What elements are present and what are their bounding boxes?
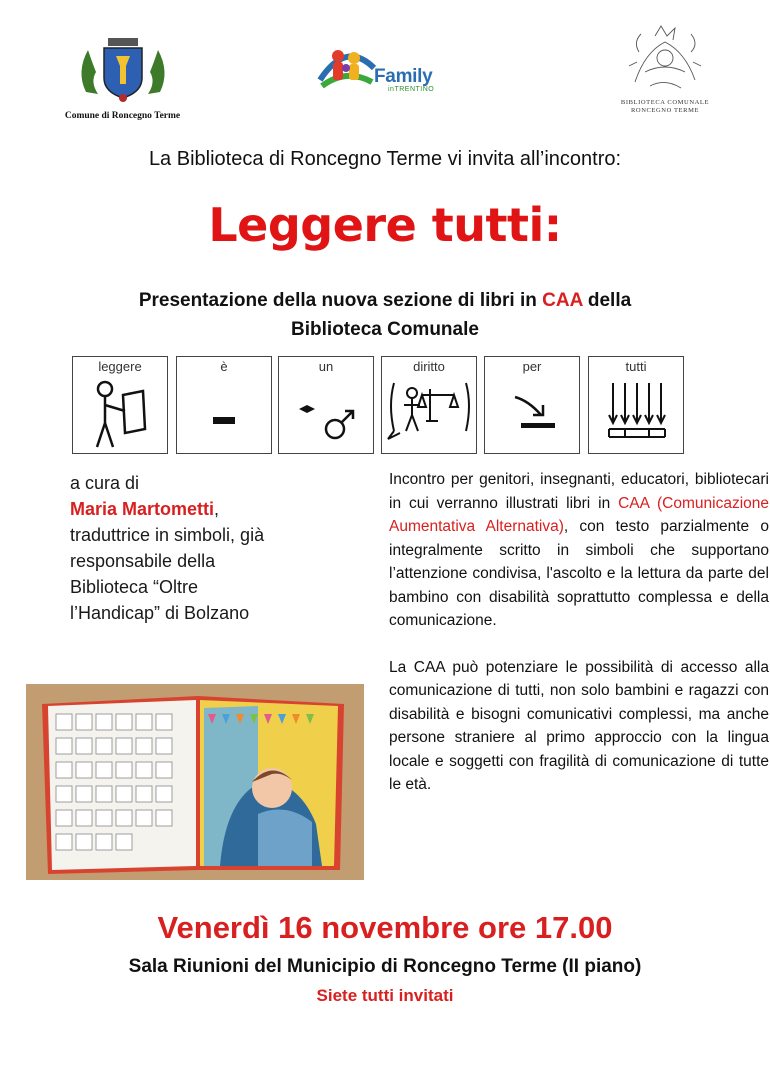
subtitle-caa-highlight: CAA (542, 290, 583, 311)
symbol-card-un (278, 356, 374, 454)
subtitle-text-after: della (582, 290, 632, 311)
biblioteca-caption-line1: BIBLIOTECA COMUNALE (620, 99, 710, 106)
symbol-label: leggere (98, 359, 142, 374)
symbol-card-e (176, 356, 272, 454)
invite-line: La Biblioteca di Roncegno Terme vi invita all’incontro: (148, 148, 622, 170)
rights-scale-icon (382, 375, 478, 453)
curator-role-line: traduttrice in simboli, già (70, 525, 265, 545)
comune-caption: Comune di Roncegno Terme (64, 111, 181, 121)
subtitle-text: Presentazione della nuova sezione di libri in (138, 290, 543, 311)
event-subtitle (60, 286, 710, 344)
biblioteca-caption-line2: RONCEGNO TERME (630, 107, 700, 114)
sketch-emblem-icon (615, 22, 715, 94)
event-title: Leggere tutti: (208, 198, 562, 252)
male-article-icon (279, 375, 375, 453)
description-text-after: , con testo parzialmente o integralmente scritto in simboli che supportano l’attenzione condivisa, l'ascolto e la lettura da parte del bambino con disabilità soprattutto complessa e della comunicazione. (389, 518, 769, 629)
curator-intro: a cura di (70, 473, 140, 493)
description-caa-highlight: CAA (Comunicazione Aumentativa Alternativa) (389, 494, 769, 535)
arrow-to-icon (485, 375, 581, 453)
coat-of-arms-icon (68, 32, 178, 104)
subtitle-line2: Biblioteca Comunale (291, 319, 479, 340)
reading-person-icon (73, 375, 169, 453)
dash-icon (177, 375, 273, 453)
curator-name-suffix: , (214, 499, 220, 519)
curator-role-line: Biblioteca “Oltre (70, 577, 199, 597)
symbol-card-leggere (72, 356, 168, 454)
caa-symbol-strip (72, 356, 694, 456)
symbol-card-tutti (588, 356, 684, 454)
symbol-card-per (484, 356, 580, 454)
symbol-label: per (522, 359, 542, 374)
curator-role-line: l’Handicap” di Bolzano (70, 603, 250, 623)
event-description (389, 468, 769, 797)
curator-role-line: responsabile della (70, 551, 216, 571)
all-arrows-icon (589, 375, 685, 453)
comune-coat-of-arms-logo (55, 32, 190, 124)
family-logo-text: Family (374, 66, 433, 87)
symbol-label: diritto (413, 359, 445, 374)
open-book-illustration (26, 684, 364, 880)
event-date: Venerdì 16 novembre ore 17.00 (157, 910, 613, 945)
event-venue: Sala Riunioni del Municipio di Roncegno Terme (II piano) (128, 956, 642, 977)
symbol-card-diritto (381, 356, 477, 454)
family-logo-subtext: inTRENTINO (388, 86, 435, 93)
family-figures-icon (316, 38, 378, 98)
symbol-label: tutti (625, 359, 647, 374)
description-paragraph-2: La CAA può potenziare le possibilità di accesso alla comunicazione di tutti, non solo bambini e ragazzi con disabilità e bisogni comunicativi complessi, ma anche persone straniere al primo approccio con la lingua locale e soggetti con fragilità di comunicazione di tutte le età. (389, 658, 769, 793)
curator-block (70, 470, 370, 626)
description-paragraph-1 (389, 468, 769, 633)
open-caa-book-photo (26, 684, 364, 880)
closing-line: Siete tutti invitati (316, 986, 454, 1005)
description-text: Incontro per genitori, insegnanti, educatori, bibliotecari in cui verranno illustrati libri in (389, 471, 769, 512)
family-in-trentino-logo (316, 38, 456, 98)
subtitle-line1 (60, 286, 710, 315)
biblioteca-comunale-logo (600, 22, 730, 122)
curator-name-line (70, 496, 370, 522)
symbol-label: è (220, 359, 228, 374)
curator-name: Maria Martometti (70, 499, 215, 519)
symbol-label: un (318, 359, 334, 374)
